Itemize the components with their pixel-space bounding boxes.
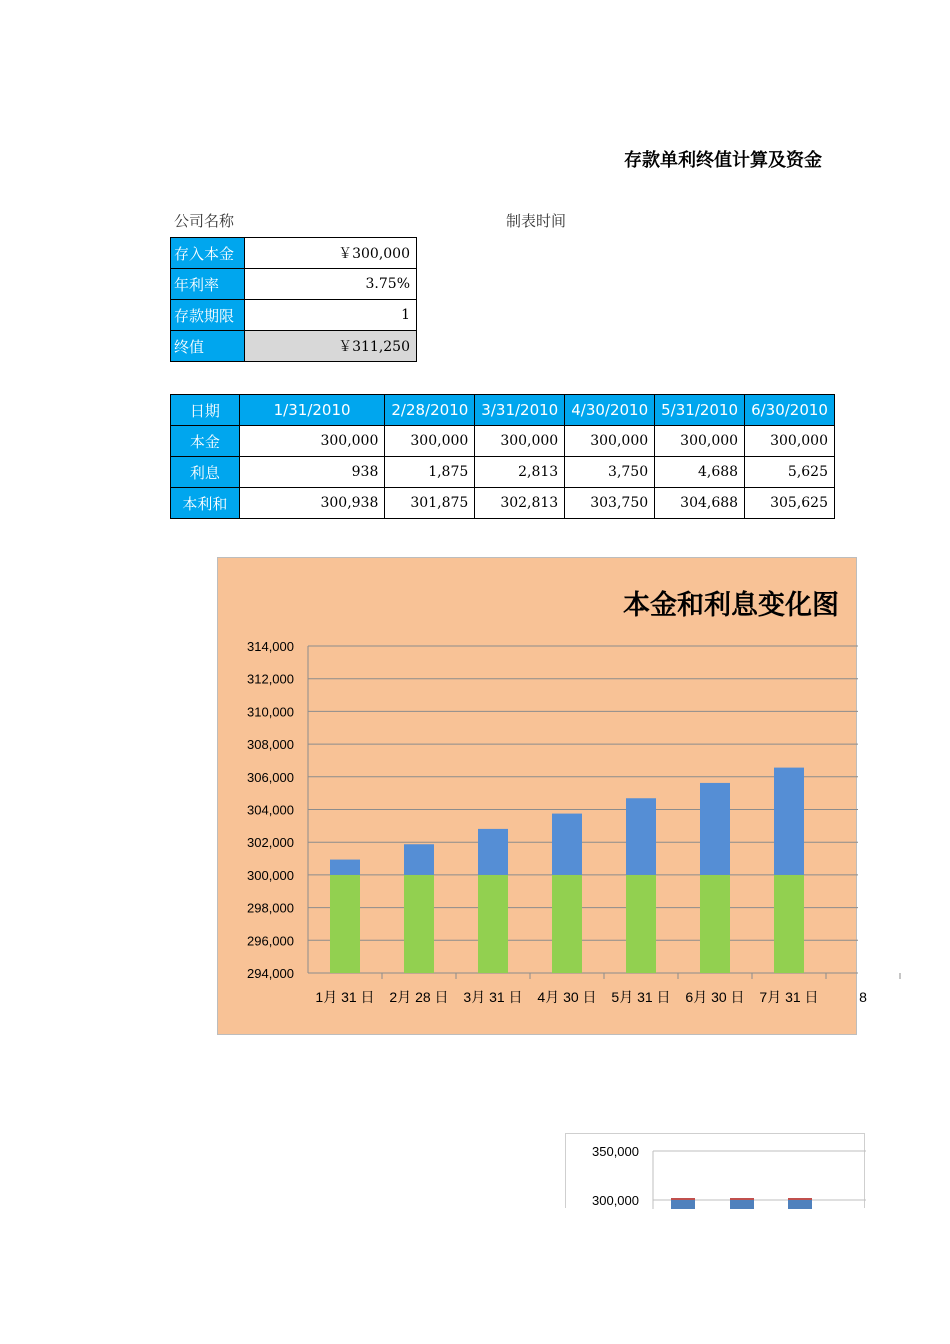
summary-label-cell[interactable]: 年利率 <box>171 269 245 300</box>
second-chart-bar <box>730 1200 754 1209</box>
chart-y-tick-label: 312,000 <box>247 671 294 687</box>
date-made-label: 制表时间 <box>506 212 567 230</box>
schedule-row-label[interactable]: 利息 <box>171 457 240 488</box>
schedule-row-label[interactable]: 本利和 <box>171 488 240 519</box>
second-chart-y-tick-label: 300,000 <box>592 1193 639 1208</box>
summary-label-cell[interactable]: 存入本金 <box>171 238 245 269</box>
schedule-cell[interactable]: 300,000 <box>475 426 565 457</box>
second-chart-bar-top <box>730 1198 754 1200</box>
schedule-row-principal <box>171 426 835 457</box>
chart-x-tick-label: 6月 30 日 <box>685 989 745 1005</box>
schedule-cell[interactable]: 301,875 <box>385 488 475 519</box>
chart-bar-interest <box>330 860 360 875</box>
summary-value-cell[interactable]: 3.75% <box>245 269 417 300</box>
chart-bar-principal <box>478 875 508 973</box>
chart-bar-interest <box>552 814 582 875</box>
schedule-header-label[interactable]: 日期 <box>171 395 240 426</box>
chart-plot <box>218 558 867 1036</box>
summary-row-final <box>171 331 417 362</box>
second-chart-plot <box>566 1134 866 1209</box>
schedule-table <box>170 394 835 519</box>
schedule-row-interest <box>171 457 835 488</box>
schedule-row-total <box>171 488 835 519</box>
chart-y-tick-label: 314,000 <box>247 639 294 654</box>
chart-x-tick-label: 8 <box>859 989 867 1005</box>
schedule-date-cell[interactable]: 2/28/2010 <box>385 395 475 426</box>
second-chart-bar <box>788 1200 812 1209</box>
schedule-cell[interactable]: 300,000 <box>745 426 835 457</box>
second-chart-y-tick-label: 350,000 <box>592 1144 639 1159</box>
summary-table <box>170 237 417 362</box>
summary-value-cell[interactable]: 1 <box>245 300 417 331</box>
chart-y-tick-label: 310,000 <box>247 704 294 720</box>
schedule-cell[interactable]: 300,938 <box>239 488 385 519</box>
chart-bar-interest <box>626 798 656 875</box>
chart-bar-principal <box>330 875 360 973</box>
chart-bar-interest <box>478 829 508 875</box>
chart-x-tick-label: 3月 31 日 <box>463 989 523 1005</box>
schedule-cell[interactable]: 3,750 <box>565 457 655 488</box>
schedule-cell[interactable]: 304,688 <box>655 488 745 519</box>
summary-row-term <box>171 300 417 331</box>
schedule-cell[interactable]: 4,688 <box>655 457 745 488</box>
chart-x-tick-label: 2月 28 日 <box>389 989 449 1005</box>
schedule-cell[interactable]: 5,625 <box>745 457 835 488</box>
chart-bar-principal <box>552 875 582 973</box>
second-chart-bar-top <box>671 1198 695 1200</box>
page-title: 存款单利终值计算及资金 <box>624 150 822 171</box>
chart-y-tick-label: 294,000 <box>247 966 294 981</box>
second-chart[interactable] <box>565 1133 865 1208</box>
schedule-cell[interactable]: 2,813 <box>475 457 565 488</box>
schedule-date-cell[interactable]: 5/31/2010 <box>655 395 745 426</box>
schedule-date-cell[interactable]: 4/30/2010 <box>565 395 655 426</box>
schedule-header-row <box>171 395 835 426</box>
schedule-date-cell[interactable]: 1/31/2010 <box>239 395 385 426</box>
chart-y-tick-label: 296,000 <box>247 933 294 949</box>
schedule-row-label[interactable]: 本金 <box>171 426 240 457</box>
chart-bar-principal <box>404 875 434 973</box>
summary-row-principal <box>171 238 417 269</box>
schedule-cell[interactable]: 300,000 <box>655 426 745 457</box>
schedule-cell[interactable]: 300,000 <box>565 426 655 457</box>
chart-x-tick-label: 4月 30 日 <box>537 989 597 1005</box>
schedule-cell[interactable]: 1,875 <box>385 457 475 488</box>
summary-row-rate <box>171 269 417 300</box>
company-name-label: 公司名称 <box>174 212 235 230</box>
schedule-date-cell[interactable]: 6/30/2010 <box>745 395 835 426</box>
chart-bar-principal <box>626 875 656 973</box>
chart-x-tick-label: 1月 31 日 <box>315 989 375 1005</box>
chart-y-tick-label: 306,000 <box>247 769 294 785</box>
chart-y-tick-label: 304,000 <box>247 802 294 818</box>
principal-interest-chart[interactable] <box>217 557 867 1035</box>
chart-x-tick-label: 5月 31 日 <box>611 989 671 1005</box>
second-chart-bar <box>671 1200 695 1209</box>
schedule-cell[interactable]: 300,000 <box>385 426 475 457</box>
chart-bar-interest <box>404 844 434 875</box>
chart-title: 本金和利息变化图 <box>623 590 839 620</box>
chart-bar-interest <box>774 768 804 875</box>
second-chart-bar-top <box>788 1198 812 1200</box>
schedule-cell[interactable]: 303,750 <box>565 488 655 519</box>
schedule-cell[interactable]: 938 <box>239 457 385 488</box>
summary-value-cell[interactable]: ￥300,000 <box>245 238 417 269</box>
chart-x-tick-label: 7月 31 日 <box>759 989 819 1005</box>
schedule-cell[interactable]: 300,000 <box>239 426 385 457</box>
schedule-cell[interactable]: 302,813 <box>475 488 565 519</box>
chart-bar-principal <box>774 875 804 973</box>
summary-label-cell[interactable]: 存款期限 <box>171 300 245 331</box>
summary-label-cell[interactable]: 终值 <box>171 331 245 362</box>
chart-y-tick-label: 302,000 <box>247 835 294 851</box>
chart-bar-principal <box>700 875 730 973</box>
chart-y-tick-label: 308,000 <box>247 737 294 753</box>
chart-y-tick-label: 300,000 <box>247 867 294 883</box>
chart-bar-interest <box>700 783 730 875</box>
chart-y-tick-label: 298,000 <box>247 900 294 916</box>
schedule-date-cell[interactable]: 3/31/2010 <box>475 395 565 426</box>
summary-value-cell[interactable]: ￥311,250 <box>245 331 417 362</box>
schedule-cell[interactable]: 305,625 <box>745 488 835 519</box>
